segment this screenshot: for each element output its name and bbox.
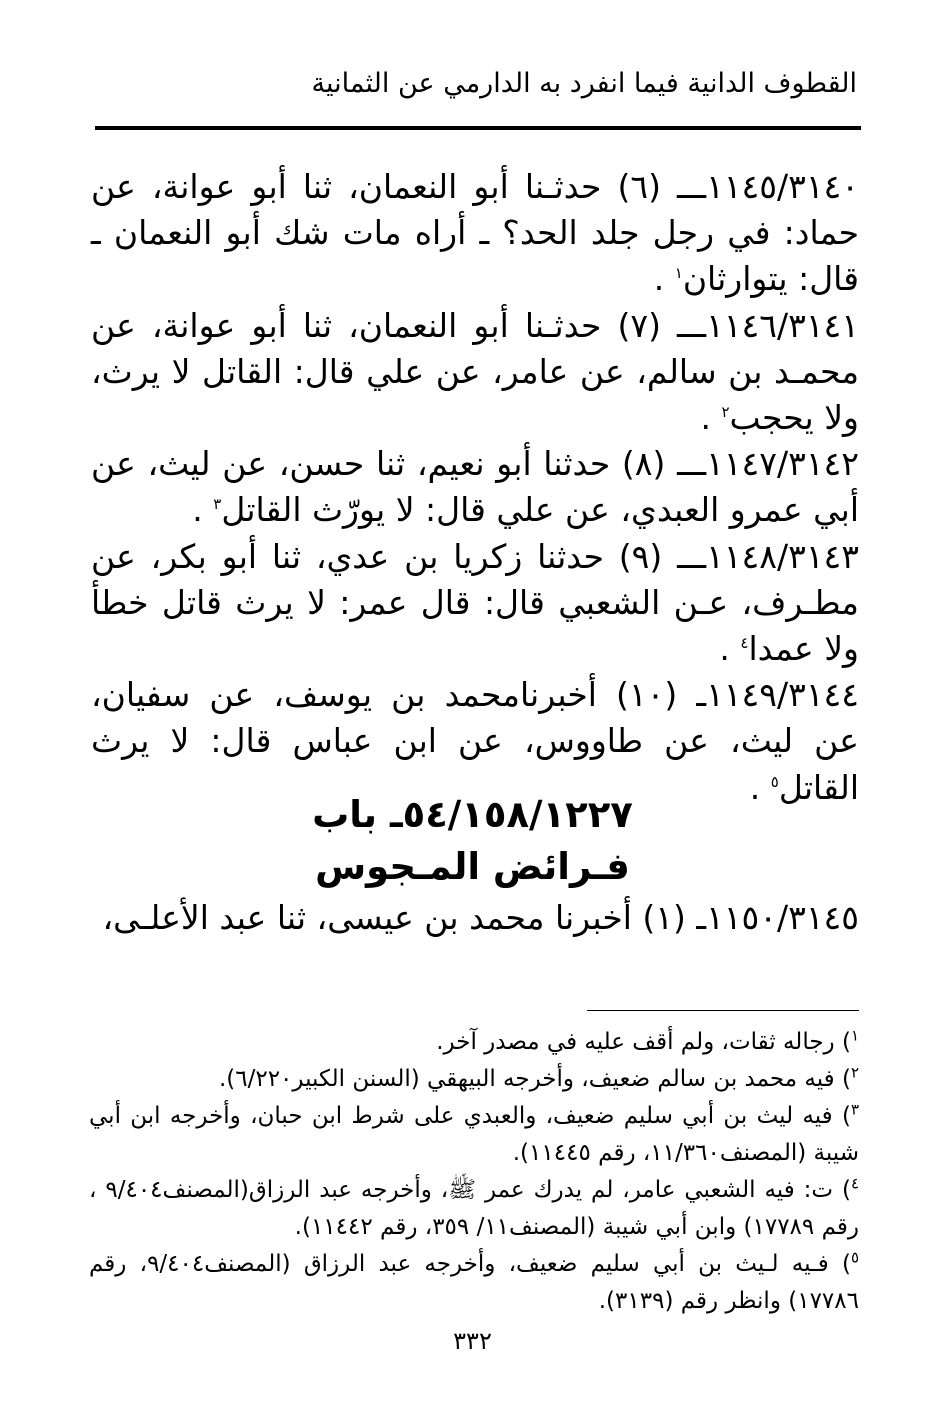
footnote-marker: ٤ bbox=[850, 1174, 860, 1193]
footnote-3 bbox=[89, 1098, 859, 1172]
paragraph-end: . bbox=[700, 398, 711, 438]
hadith-text-block bbox=[91, 164, 859, 811]
paragraph-end: . bbox=[749, 767, 761, 807]
chapter-number-heading: ٥٤/١٥٨/١٢٢٧ـ باب bbox=[312, 793, 633, 836]
footnote-text: ) رجاله ثقات، ولم أقف عليه في مصدر آخر. bbox=[436, 1029, 851, 1055]
hadith-text: ١١٤٧/٣١٤٢ـــ (٨) حدثنا أبو نعيم، ثنا حسن، عن ليث، عن أبي عمرو العبدي، عن علي قال: لا يورّث القاتل bbox=[91, 444, 859, 530]
running-header-title: القطوف الدانية فيما انفرد به الدارمي عن الثمانية bbox=[311, 68, 857, 99]
footnote-reference: ٤ bbox=[740, 634, 749, 653]
hadith-paragraph-1146 bbox=[91, 303, 859, 442]
footnote-marker: ٢ bbox=[850, 1063, 859, 1082]
hadith-paragraph-1148 bbox=[91, 534, 859, 673]
footnote-reference: ١ bbox=[674, 264, 683, 283]
hadith-paragraph-1145 bbox=[91, 164, 859, 303]
footnote-marker: ٣ bbox=[850, 1100, 859, 1119]
chapter-title-heading: فـرائض المـجوس bbox=[315, 845, 630, 888]
footnote-text: ) فيه ليث بن أبي سليم ضعيف، والعبدي على شرط ابن حبان، وأخرجه ابن أبي شيبة (المصنف١١/٣٦٠، رقم ١١٤٤٥). bbox=[89, 1103, 859, 1166]
footnote-text: ) ت: فيه الشعبي عامر، لم يدرك عمر ﷺ، وأخرجه عبد الرزاق(المصنف٩/٤٠٤ ، رقم ١٧٧٨٩) وابن أبي شيبة (المصنف١١/ ٣٥٩، رقم ١١٤٤٢). bbox=[89, 1177, 859, 1240]
footnote-reference: ٢ bbox=[721, 403, 730, 422]
footnote-reference: ٥ bbox=[770, 772, 779, 791]
footnote-marker: ٥ bbox=[850, 1248, 859, 1267]
footnote-marker: ١ bbox=[850, 1026, 859, 1045]
hadith-text: ١١٤٥/٣١٤٠ـــ (٦) حدثـنا أبو النعمان، ثنا أبو عوانة، عن حماد: في رجل جلد الحد؟ ـ أراه مات شك أبو النعمان ـ قال: يتوارثان bbox=[91, 167, 859, 299]
footnote-4 bbox=[89, 1172, 859, 1246]
header-divider bbox=[95, 126, 861, 130]
paragraph-end: . bbox=[653, 259, 665, 299]
hadith-text: ١١٤٦/٣١٤١ـــ (٧) حدثـنا أبو النعمان، ثنا أبو عوانة، عن محمـد بن سالم، عن عامر، عن علي قال: القاتل لا يرث، ولا يحجب bbox=[91, 305, 859, 438]
footnote-reference: ٣ bbox=[213, 495, 222, 514]
footnotes-section bbox=[89, 1024, 859, 1320]
footnote-1 bbox=[89, 1024, 859, 1061]
paragraph-end: . bbox=[192, 490, 203, 530]
hadith-paragraph-1147 bbox=[91, 441, 859, 533]
hadith-text: ١١٤٨/٣١٤٣ـــ (٩) حدثنا زكريا بن عدي، ثنا أبو بكر، عن مطـرف، عـن الشعبي قال: قال عمر: لا يرث قاتل خطأ ولا عمدا bbox=[91, 536, 859, 669]
footnote-5 bbox=[89, 1246, 859, 1320]
footnote-divider bbox=[587, 1010, 859, 1011]
footnote-2 bbox=[89, 1061, 859, 1098]
paragraph-end: . bbox=[719, 629, 730, 669]
hadith-text: ١١٤٩/٣١٤٤ـ (١٠) أخبرنامحمد بن يوسف، عن سفيان، عن ليث، عن طاووس، عن ابن عباس قال: لا يرث القاتل bbox=[91, 675, 859, 807]
hadith-paragraph-1150: ١١٥٠/٣١٤٥ـ (١) أخبرنا محمد بن عيسى، ثنا عبد الأعلـى، bbox=[102, 898, 859, 937]
footnote-text: ) فـيه لـيث بن أبي سليم ضعيف، وأخرجه عبد الرزاق (المصنف٩/٤٠٤، رقم ١٧٧٨٦) وانظر رقم (٣١٣٩). bbox=[89, 1251, 859, 1314]
page-number: ٣٣٢ bbox=[453, 1327, 492, 1355]
footnote-text: ) فيه محمد بن سالم ضعيف، وأخرجه البيهقي (السنن الكبير٦/٢٢٠). bbox=[218, 1066, 851, 1092]
